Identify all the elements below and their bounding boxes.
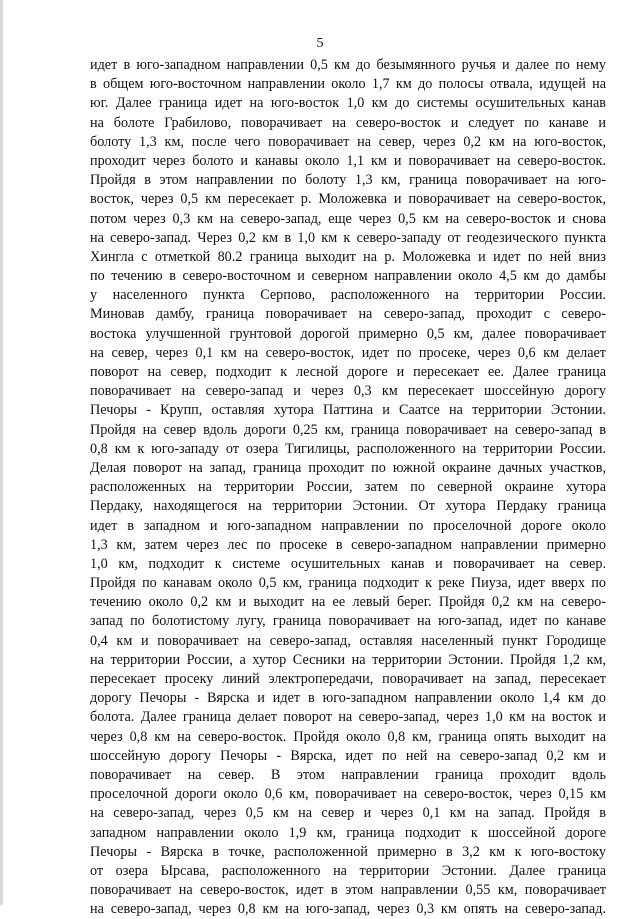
- text-line: 1,3 км, затем через лес по просеке в северо-западном направлении примерно: [90, 536, 606, 553]
- text-line: расположенных на территории России, затем по северной окраине хутора: [90, 479, 606, 496]
- text-line: проходит через болото и канавы около 1,1 км и поворачивает на северо-восток.: [90, 152, 606, 169]
- text-line: Хингла с отметкой 80.2 граница выходит на р. Моложевка и идет по ней вниз: [90, 248, 606, 265]
- text-line: 0,4 км и поворачивает на северо-запад, оставляя населенный пункт Городище: [90, 632, 606, 649]
- text-line: потом через 0,3 км на северо-запад, еще через 0,5 км на северо-восток и снова: [90, 210, 606, 227]
- text-line: Пройдя на север вдоль дороги 0,25 км, граница поворачивает на северо-запад в: [90, 421, 606, 438]
- scan-edge: [0, 0, 3, 905]
- text-line: на северо-запад, через 0,8 км на юго-запад, через 0,3 км опять на северо-запад.: [90, 901, 606, 918]
- text-line: Печоры - Вярска в точке, расположенной примерно в 3,2 км к юго-востоку: [90, 843, 606, 860]
- text-line: Пройдя по канавам около 0,5 км, граница подходит к реке Пиуза, идет вверх по: [90, 575, 606, 592]
- text-line: идет в юго-западном направлении 0,5 км до безымянного ручья и далее по нему: [90, 57, 606, 73]
- text-line: идет в западном и юго-западном направлении по проселочной дороге около: [90, 517, 606, 534]
- text-line: от озера Ырсава, расположенного на территории Эстонии. Далее граница: [90, 862, 606, 879]
- text-line: шоссейную дорогу Печоры - Вярска, идет по ней на северо-запад 0,2 км и: [90, 747, 606, 764]
- text-line: дорогу Печоры - Вярска и идет в юго-западном направлении около 1,4 км до: [90, 690, 606, 707]
- text-line: 1,0 км, подходит к системе осушительных канав и поворачивает на север.: [90, 555, 606, 572]
- text-line: поворачивает на север. В этом направлении граница проходит вдоль: [90, 766, 606, 783]
- text-line: восток, через 0,5 км пересекает р. Моложевка и поворачивает на северо-восток,: [90, 191, 606, 208]
- text-line: через 0,8 км на северо-восток. Пройдя около 0,8 км, граница опять выходит на: [90, 728, 606, 745]
- text-line: Пердаку, находящегося на территории Эстонии. От хутора Пердаку граница: [90, 498, 606, 515]
- text-line: юг. Далее граница идет на юго-восток 1,0 км до системы осушительных канав: [90, 95, 606, 112]
- text-line: западном направлении около 1,9 км, граница подходит к шоссейной дороге: [90, 824, 606, 841]
- text-line: Делая поворот на запад, граница проходит по южной окраине дачных участков,: [90, 459, 606, 476]
- body-text: [90, 56, 606, 919]
- text-line: болоту 1,3 км, после чего поворачивает на север, через 0,2 км на юго-восток,: [90, 133, 606, 150]
- text-line: запад по болотистому лугу, граница поворачивает на юго-запад, идет по канаве: [90, 613, 606, 630]
- text-line: течению около 0,2 км и выходит на ее левый берег. Пройдя 0,2 км на северо-: [90, 594, 606, 611]
- text-line: пересекает просеку линий электропередачи, поворачивает на запад, пересекает: [90, 671, 606, 687]
- text-line: на северо-запад. Через 0,2 км в 1,0 км к северо-западу от геодезического пункта: [90, 229, 606, 246]
- text-line: на север, через 0,1 км на северо-восток, идет по просеке, через 0,6 км делает: [90, 344, 606, 361]
- text-line: востока улучшенной грунтовой дорогой примерно 0,5 км, далее поворачивает: [90, 325, 606, 342]
- text-line: на северо-запад, через 0,5 км на север и через 0,1 км на запад. Пройдя в: [90, 805, 606, 822]
- text-line: Миновав дамбу, граница поворачивает на северо-запад, проходит с северо-: [90, 306, 606, 323]
- text-line: на болоте Грабилово, поворачивает на северо-восток и следует по канаве и: [90, 114, 606, 131]
- text-line: 0,8 км к юго-западу от озера Тигилицы, расположенного на территории России.: [90, 440, 606, 457]
- text-line: проселочной дороги около 0,6 км, поворачивает на северо-восток, через 0,15 км: [90, 786, 606, 803]
- text-line: поворот на север, подходит к лесной дороге и пересекает ее. Далее граница: [90, 364, 606, 380]
- text-line: поворачивает на северо-восток, идет в этом направлении 0,55 км, поворачивает: [90, 882, 606, 899]
- page-number: 5: [316, 36, 324, 51]
- text-line: в общем юго-восточном направлении около 1,7 км до полосы отвала, идущей на: [90, 76, 606, 93]
- text-line: поворачивает на северо-запад и через 0,3 км пересекает шоссейную дорогу: [90, 383, 606, 400]
- text-line: болота. Далее граница делает поворот на северо-запад, через 1,0 км на восток и: [90, 709, 606, 726]
- text-line: у населенного пункта Серпово, расположенного на территории России.: [90, 287, 606, 304]
- text-line: на территории России, а хутор Сесники на территории Эстонии. Пройдя 1,2 км,: [90, 651, 606, 668]
- text-line: Печоры - Крупп, оставляя хутора Паттина и Саатсе на территории Эстонии.: [90, 402, 606, 419]
- text-line: по течению в северо-восточном и северном направлении около 4,5 км до дамбы: [90, 268, 606, 285]
- text-line: Пройдя в этом направлении по болоту 1,3 км, граница поворачивает на юго-: [90, 172, 606, 189]
